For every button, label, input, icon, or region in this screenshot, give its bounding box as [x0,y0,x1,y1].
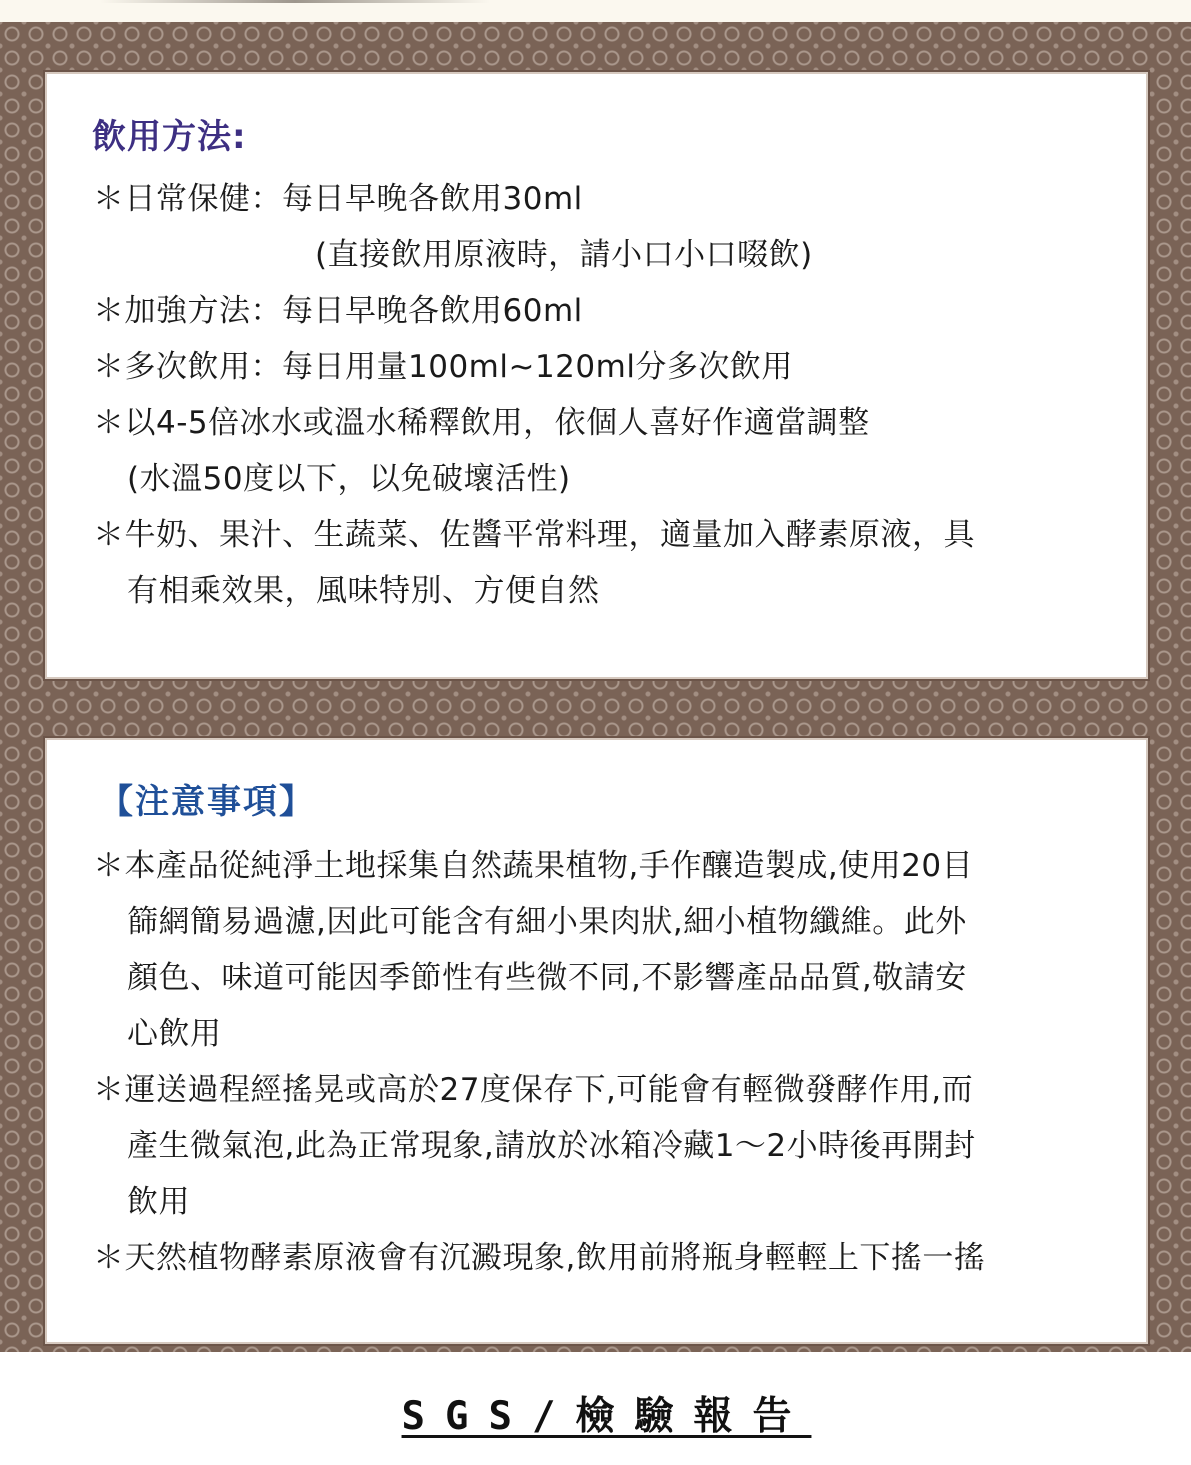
usage-line: (直接飲用原液時，請小口小口啜飲) [315,237,813,273]
notice-list [93,838,985,1286]
top-shadow-decoration [100,0,490,3]
usage-instructions [93,171,975,619]
notice-bracket-close: 】 [279,782,315,822]
notice-line: 篩網簡易過濾,因此可能含有細小果肉狀,細小植物纖維。此外 [127,904,967,940]
notice-title [99,782,315,822]
ornamental-frame [0,22,1191,1352]
notice-bracket-open: 【 [99,782,135,822]
notice-title-text: 注意事項 [135,782,279,822]
usage-line: ＊加強方法：每日早晚各飲用60ml [93,293,583,329]
usage-line: 有相乘效果，風味特別、方便自然 [127,573,600,609]
usage-line: ＊多次飲用：每日用量100ml~120ml分多次飲用 [93,349,793,385]
notice-line: ＊天然植物酵素原液會有沉澱現象,飲用前將瓶身輕輕上下搖一搖 [93,1240,986,1276]
sgs-report-heading: SGS/檢驗報告 [401,1394,812,1439]
notice-line: ＊運送過程經搖晃或高於27度保存下,可能會有輕微發酵作用,而 [93,1072,974,1108]
notice-panel [47,740,1146,1342]
usage-line: (水溫50度以下，以免破壞活性) [127,461,571,497]
notice-line: ＊本產品從純淨土地採集自然蔬果植物,手作釀造製成,使用20目 [93,848,974,884]
notice-line: 產生微氣泡,此為正常現象,請放於冰箱冷藏1～2小時後再開封 [127,1128,976,1164]
usage-line: ＊以4-5倍冰水或溫水稀釋飲用，依個人喜好作適當調整 [93,405,870,441]
usage-line: ＊牛奶、果汁、生蔬菜、佐醬平常料理，適量加入酵素原液，具 [93,517,975,553]
usage-line: ＊日常保健：每日早晚各飲用30ml [93,181,583,217]
top-strip [0,0,1191,22]
notice-line: 顏色、味道可能因季節性有些微不同,不影響產品品質,敬請安 [127,960,967,996]
notice-line: 飲用 [127,1184,190,1220]
usage-title: 飲用方法: [92,117,247,157]
notice-line: 心飲用 [127,1016,222,1052]
usage-panel [47,74,1146,677]
